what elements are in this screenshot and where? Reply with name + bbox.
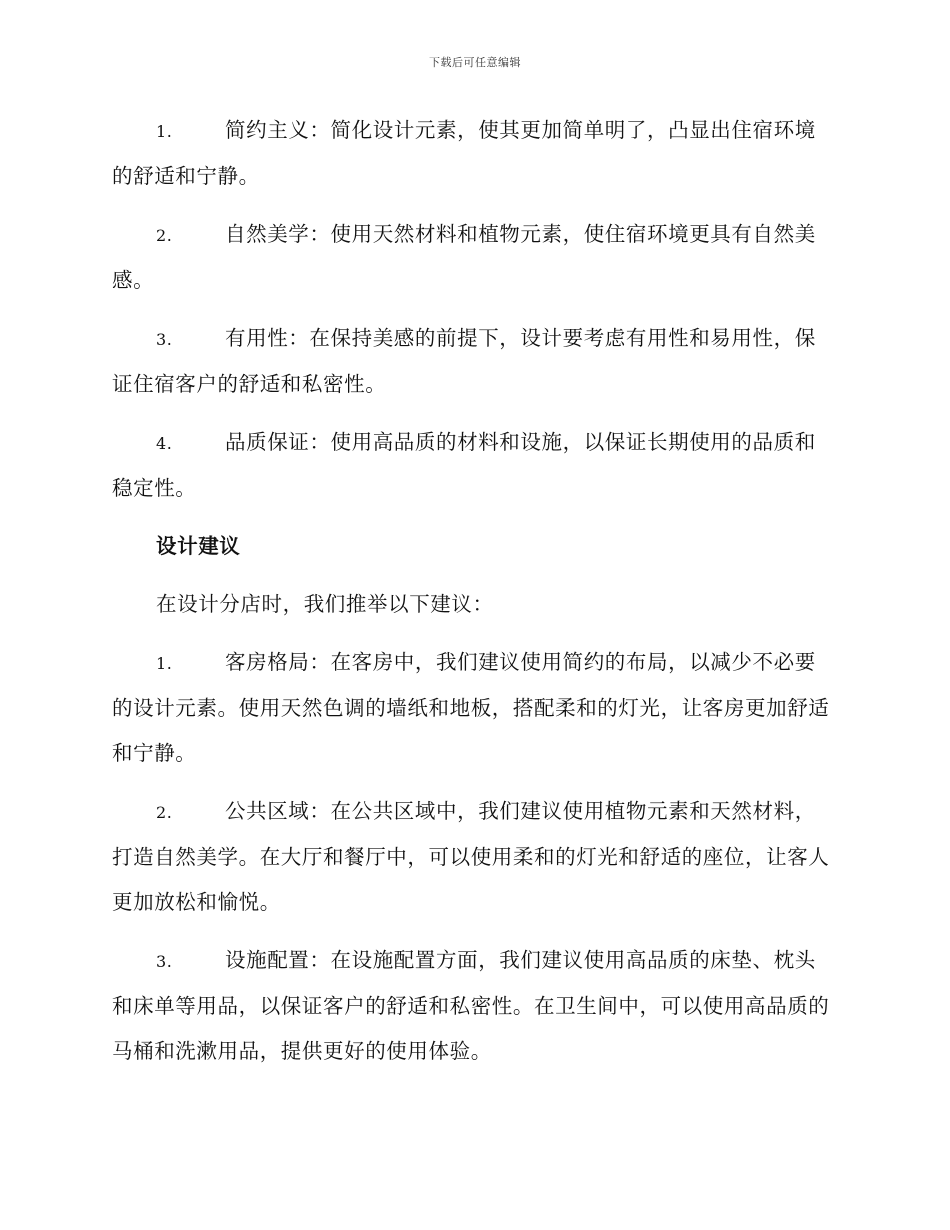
principle-item-1 (112, 108, 834, 199)
section-intro: 在设计分店时，我们推举以下建议： (156, 592, 494, 616)
list-item-text: 自然美学：使用天然材料和植物元素，使住宿环境更具有自然美感。 (112, 222, 816, 292)
list-number: 3. (156, 952, 173, 971)
list-number: 1. (156, 122, 173, 141)
section-heading: 设计建议 (156, 534, 241, 558)
list-number: 4. (156, 434, 173, 453)
page-header: 下载后可任意编辑 (429, 56, 521, 69)
list-item-text: 公共区域：在公共区域中，我们建议使用植物元素和天然材料，打造自然美学。在大厅和餐厅中，可以使用柔和的灯光和舒适的座位，让客人更加放松和愉悦。 (112, 799, 830, 914)
list-number: 2. (156, 803, 173, 822)
list-number: 1. (156, 654, 173, 673)
list-item-text: 品质保证：使用高品质的材料和设施，以保证长期使用的品质和稳定性。 (112, 430, 816, 500)
principle-item-4 (112, 420, 834, 511)
document-body (112, 108, 834, 1087)
list-item-text: 客房格局：在客房中，我们建议使用简约的布局，以减少不必要的设计元素。使用天然色调的墙纸和地板，搭配柔和的灯光，让客房更加舒适和宁静。 (112, 650, 830, 765)
suggestion-item-1 (112, 640, 834, 776)
principle-item-2 (112, 212, 834, 303)
list-item-text: 简约主义：简化设计元素，使其更加简单明了，凸显出住宿环境的舒适和宁静。 (112, 118, 816, 188)
principle-item-3 (112, 316, 834, 407)
list-number: 2. (156, 226, 173, 245)
list-item-text: 有用性：在保持美感的前提下，设计要考虑有用性和易用性，保证住宿客户的舒适和私密性。 (112, 326, 816, 396)
suggestion-item-3 (112, 938, 834, 1074)
list-number: 3. (156, 330, 173, 349)
suggestion-item-2 (112, 789, 834, 925)
list-item-text: 设施配置：在设施配置方面，我们建议使用高品质的床垫、枕头和床单等用品，以保证客户的舒适和私密性。在卫生间中，可以使用高品质的马桶和洗漱用品，提供更好的使用体验。 (112, 948, 830, 1063)
